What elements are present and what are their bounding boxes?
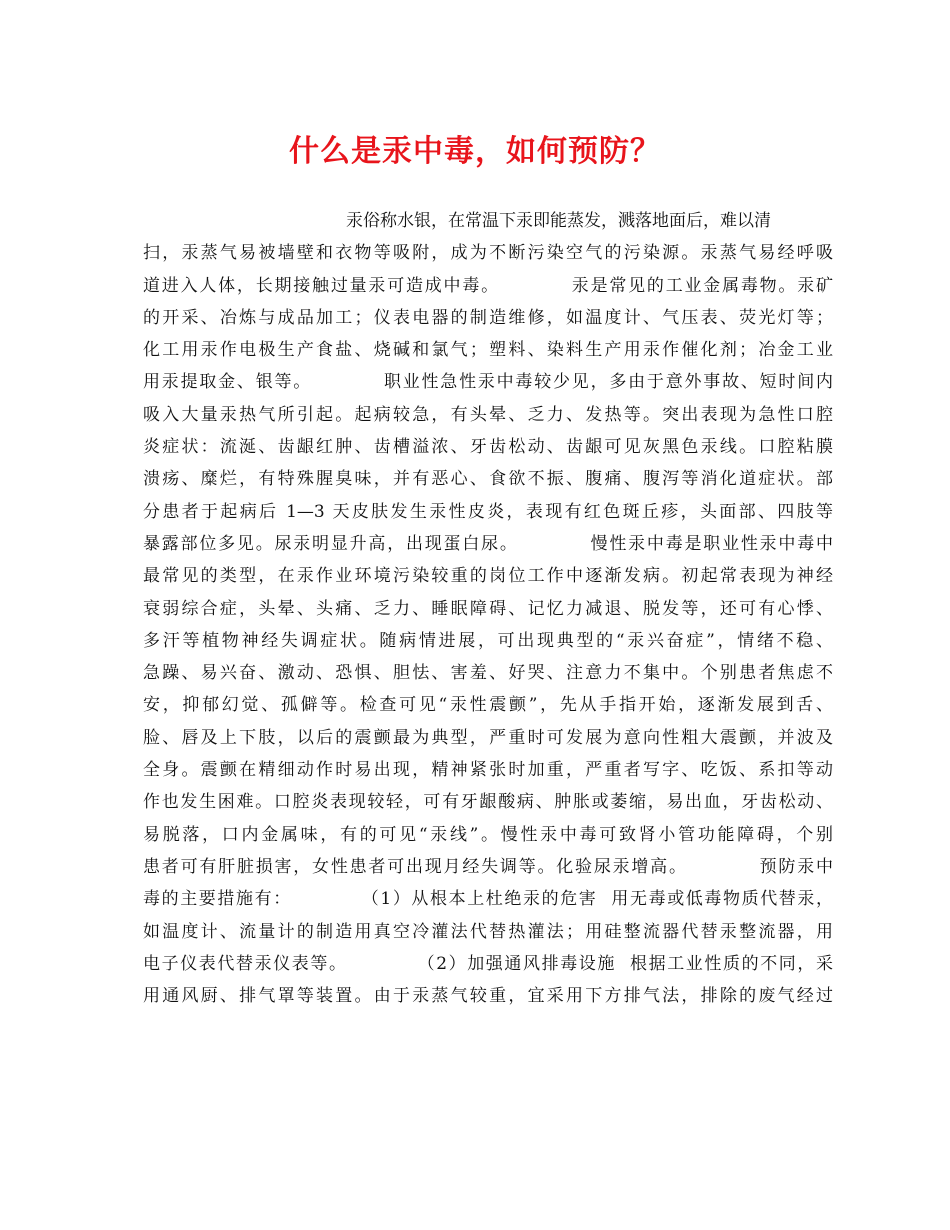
document-title: 什么是汞中毒，如何预防？ [289, 134, 661, 169]
text-line: 吸入大量汞热气所引起。起病较急，有头晕、乏力、发热等。突出表现为急性口腔 [143, 404, 833, 425]
text-line: 多汗等植物神经失调症状。随病情进展，可出现典型的“汞兴奋症”，情绪不稳、 [143, 630, 833, 651]
text-line: 溃疡、糜烂，有特殊腥臭味，并有恶心、食欲不振、腹痛、腹泻等消化道症状。部 [143, 469, 833, 490]
text-line: 道进入人体，长期接触过量汞可造成中毒。 汞是常见的工业金属毒物。汞矿 [143, 275, 833, 296]
text-line: 安，抑郁幻觉、孤僻等。检查可见“汞性震颤”，先从手指开始，逐渐发展到舌、 [143, 695, 833, 716]
text-line: 全身。震颤在精细动作时易出现，精神紧张时加重，严重者写字、吃饭、系扣等动 [143, 760, 833, 781]
text-line: 电子仪表代替汞仪表等。 （2）加强通风排毒设施 根据工业性质的不同，采 [143, 953, 833, 974]
text-line: 衰弱综合症，头晕、头痛、乏力、睡眠障碍、记忆力减退、脱发等，还可有心悸、 [143, 598, 833, 619]
text-line: 扫，汞蒸气易被墙壁和衣物等吸附，成为不断污染空气的污染源。汞蒸气易经呼吸 [143, 243, 833, 264]
text-line: 用通风厨、排气罩等装置。由于汞蒸气较重，宜采用下方排气法，排除的废气经过 [143, 986, 833, 1007]
text-line: 暴露部位多见。尿汞明显升高，出现蛋白尿。 慢性汞中毒是职业性汞中毒中 [143, 533, 833, 554]
text-line: 患者可有肝脏损害，女性患者可出现月经失调等。化验尿汞增高。 预防汞中 [143, 856, 833, 877]
text-line: 急躁、易兴奋、激动、恐惧、胆怯、害羞、好哭、注意力不集中。个别患者焦虑不 [143, 663, 833, 684]
text-line: 最常见的类型，在汞作业环境污染较重的岗位工作中逐渐发病。初起常表现为神经 [143, 566, 833, 587]
text-line: 易脱落，口内金属味，有的可见“汞线”。慢性汞中毒可致肾小管功能障碍，个别 [143, 824, 833, 845]
text-line: 的开采、冶炼与成品加工；仪表电器的制造维修，如温度计、气压表、荧光灯等； [143, 307, 833, 328]
text-line: 用汞提取金、银等。 职业性急性汞中毒较少见，多由于意外事故、短时间内 [143, 372, 833, 393]
text-line: 如温度计、流量计的制造用真空冷灌法代替热灌法；用硅整流器代替汞整流器，用 [143, 921, 833, 942]
text-line: 作也发生困难。口腔炎表现较轻，可有牙龈酸病、肿胀或萎缩，易出血，牙齿松动、 [143, 792, 833, 813]
text-line: 汞俗称水银，在常温下汞即能蒸发，溅落地面后，难以清 [346, 211, 771, 231]
text-line: 炎症状：流涎、齿龈红肿、齿槽溢浓、牙齿松动、齿龈可见灰黑色汞线。口腔粘膜 [143, 437, 833, 458]
document-body [143, 205, 833, 1012]
text-line: 脸、唇及上下肢，以后的震颤最为典型，严重时可发展为意向性粗大震颤，并波及 [143, 727, 833, 748]
text-line: 毒的主要措施有： （1）从根本上杜绝汞的危害 用无毒或低毒物质代替汞， [143, 889, 833, 910]
text-line: 分患者于起病后 1—3 天皮肤发生汞性皮炎，表现有红色斑丘疹，头面部、四肢等 [143, 501, 833, 522]
text-line: 化工用汞作电极生产食盐、烧碱和氯气；塑料、染料生产用汞作催化剂；冶金工业 [143, 340, 833, 361]
